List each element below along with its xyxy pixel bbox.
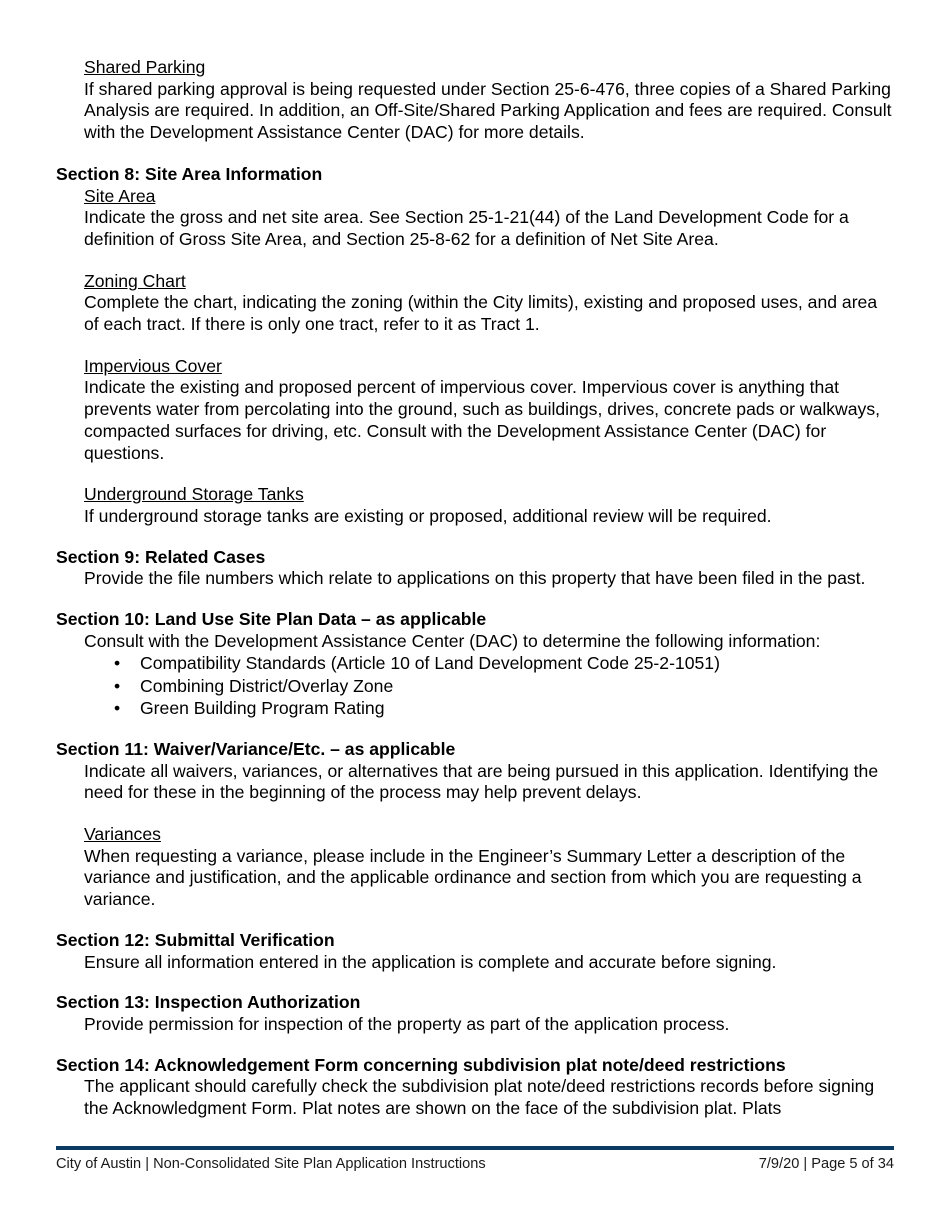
footer-page-number: 7/9/20 | Page 5 of 34	[758, 1156, 894, 1172]
section-14-heading: Section 14: Acknowledgement Form concerning subdivision plat note/deed restrictions	[56, 1054, 786, 1075]
shared-parking-block	[56, 57, 896, 144]
section-11-heading: Section 11: Waiver/Variance/Etc. – as applicable	[56, 738, 456, 759]
variances-title: Variances	[84, 824, 161, 845]
section-10-heading: Section 10: Land Use Site Plan Data – as applicable	[56, 609, 487, 630]
list-item: • Combining District/Overlay Zone	[140, 675, 896, 698]
section-13-text: Provide permission for inspection of the property as part of the application process.	[84, 1014, 730, 1034]
section-11-intro	[56, 761, 896, 804]
underground-tanks-text: If underground storage tanks are existing or proposed, additional review will be required.	[84, 505, 772, 526]
impervious-cover-text: Indicate the existing and proposed percent of impervious cover. Impervious cover is anything that prevents water from percolating into the ground, such as buildings, drives, concrete pads or walkways, compacted surfaces for driving, etc. Consult with the Development Assistance Center (DAC) for questions.	[84, 377, 881, 463]
list-item: • Green Building Program Rating	[140, 697, 896, 720]
section-14	[56, 1055, 896, 1120]
site-area-text: Indicate the gross and net site area. See Section 25-1-21(44) of the Land Development Code for a definition of Gross Site Area, and Section 25-8-62 for a definition of Net Site Area.	[84, 207, 849, 249]
shared-parking-title: Shared Parking	[84, 57, 206, 77]
site-area-block	[56, 186, 896, 251]
section-11	[56, 739, 896, 911]
footer-divider	[56, 1146, 894, 1150]
zoning-chart-block	[56, 271, 896, 336]
underground-tanks-block	[56, 484, 896, 527]
zoning-chart-title: Zoning Chart	[84, 270, 186, 291]
section-12-text: Ensure all information entered in the application is complete and accurate before signing.	[84, 951, 777, 972]
section-9-text: Provide the file numbers which relate to applications on this property that have been filed in the past.	[84, 568, 866, 589]
impervious-cover-title: Impervious Cover	[84, 355, 222, 376]
section-14-text: The applicant should carefully check the subdivision plat note/deed restrictions records before signing the Acknowledgment Form. Plat notes are shown on the face of the subdivision plat. Plats	[84, 1076, 875, 1119]
section-10-bullet-list	[56, 652, 896, 720]
page-footer	[56, 1156, 894, 1172]
section-9-heading: Section 9: Related Cases	[56, 546, 266, 567]
shared-parking-text: If shared parking approval is being requested under Section 25-6-476, three copies of a Shared Parking Analysis are required. In addition, an Off-Site/Shared Parking Application and fees are required. Consult with the Development Assistance Center (DAC) for more details.	[84, 78, 892, 143]
footer-document-title: City of Austin | Non-Consolidated Site Plan Application Instructions	[56, 1156, 486, 1172]
site-area-title: Site Area	[84, 185, 156, 206]
section-8-heading: Section 8: Site Area Information	[56, 163, 323, 184]
section-9	[56, 547, 896, 590]
section-8	[56, 164, 896, 528]
section-11-text: Indicate all waivers, variances, or alternatives that are being pursued in this application. Identifying the need for these in the beginning of the process may help prevent delays.	[84, 760, 879, 803]
section-13	[56, 992, 896, 1035]
section-12-heading: Section 12: Submittal Verification	[56, 929, 335, 950]
section-12	[56, 930, 896, 973]
list-item: • Compatibility Standards (Article 10 of Land Development Code 25-2-1051)	[140, 652, 896, 675]
impervious-cover-block	[56, 356, 896, 465]
variances-text: When requesting a variance, please include in the Engineer’s Summary Letter a description of the variance and justification, and the applicable ordinance and section from which you are requesting a variance.	[84, 845, 862, 910]
section-10-text: Consult with the Development Assistance Center (DAC) to determine the following information:	[84, 630, 821, 651]
document-body	[56, 57, 896, 1120]
zoning-chart-text: Complete the chart, indicating the zoning (within the City limits), existing and proposed uses, and area of each tract. If there is only one tract, refer to it as Tract 1.	[84, 292, 878, 335]
section-13-heading: Section 13: Inspection Authorization	[56, 992, 361, 1013]
section-10	[56, 609, 896, 720]
underground-tanks-title: Underground Storage Tanks	[84, 484, 304, 505]
